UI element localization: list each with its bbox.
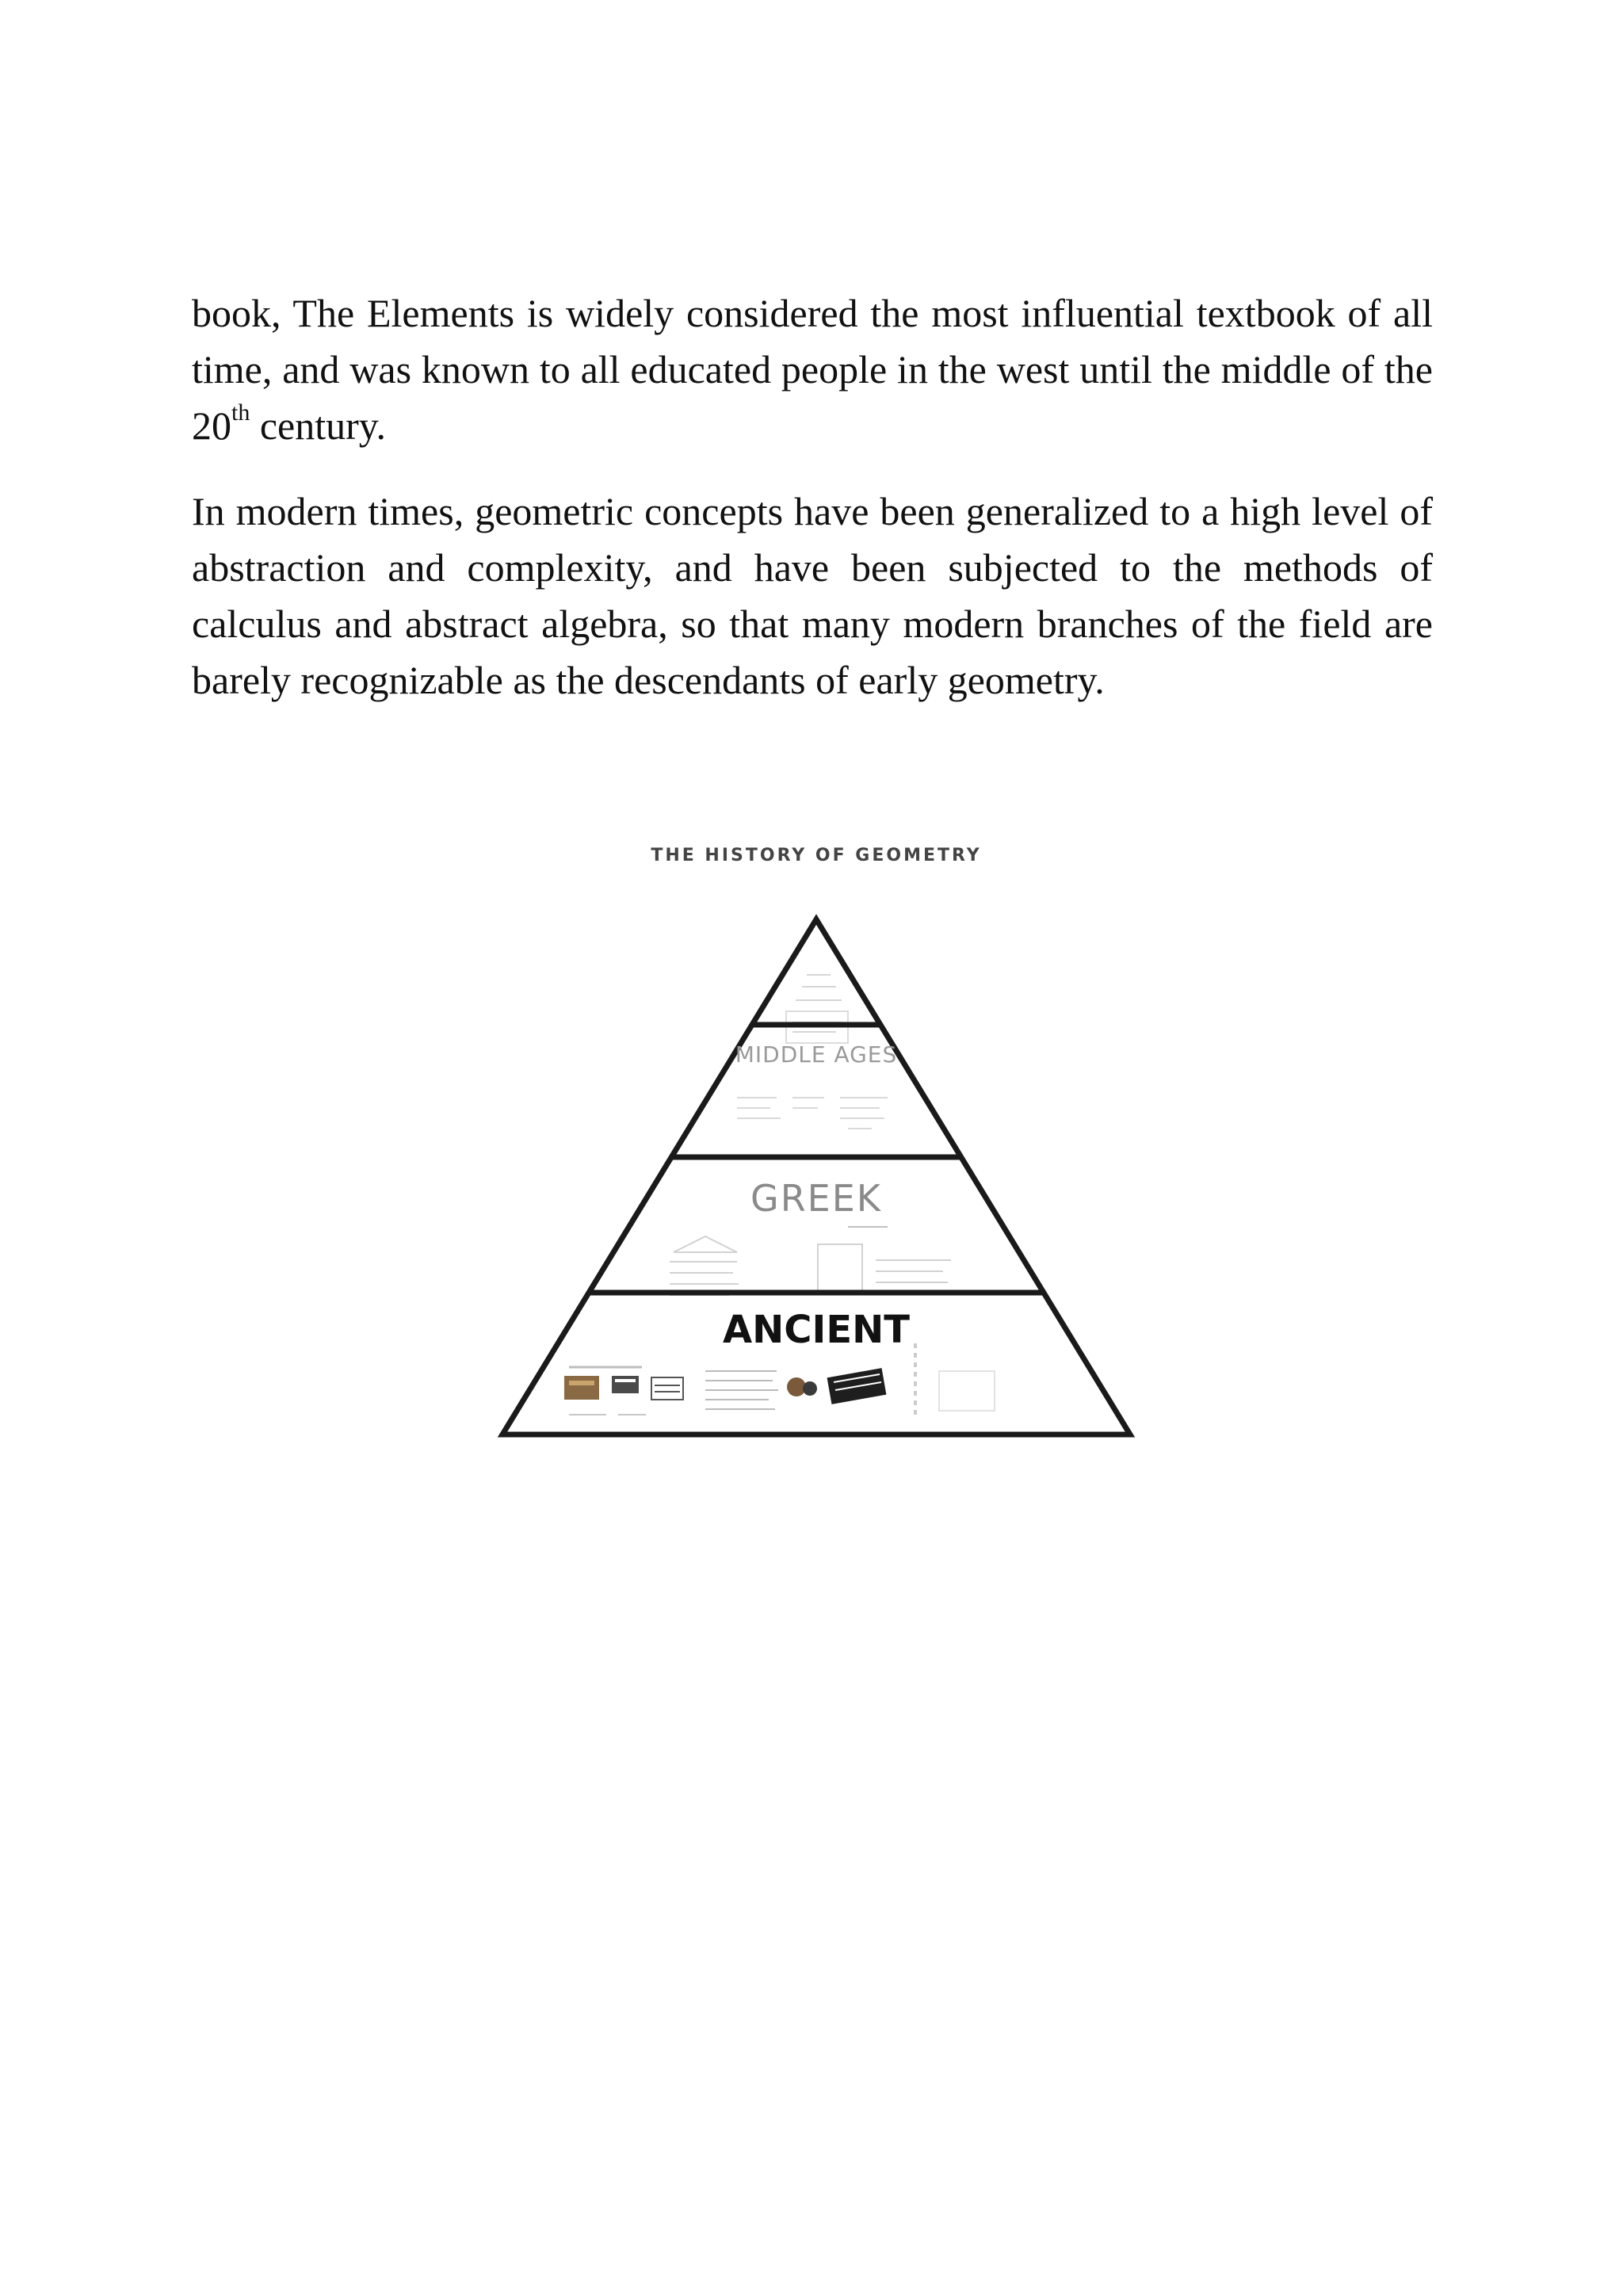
tier-label-middle-ages: MIDDLE AGES xyxy=(735,1041,898,1068)
history-of-geometry-figure xyxy=(475,824,1157,1458)
ordinal-superscript: th xyxy=(231,399,250,426)
greek-content xyxy=(670,1227,951,1295)
paragraph-1-tail: century. xyxy=(250,403,387,448)
tier-label-greek: GREEK xyxy=(750,1177,882,1220)
paragraph-1-text: book, The Elements is widely considered the most influential textbook of all time, and was known to all educated people in the west until the middle of the 20 xyxy=(192,291,1433,448)
ancient-content xyxy=(564,1343,995,1419)
paragraph-2: In modern times, geometric concepts have been generalized to a high level of abstraction and complexity, and have been subjected to the methods of calculus and abstract algebra, so that many modern branches of the field are barely recognizable as the descendants of early geometry. xyxy=(192,489,1433,702)
middle-ages-content xyxy=(737,1098,888,1129)
paragraph-1 xyxy=(192,285,1433,454)
tier-label-ancient: ANCIENT xyxy=(722,1308,911,1352)
figure-title: THE HISTORY OF GEOMETRY xyxy=(651,846,982,865)
top-tier-content xyxy=(786,975,848,1043)
pyramid-diagram xyxy=(475,824,1157,1458)
